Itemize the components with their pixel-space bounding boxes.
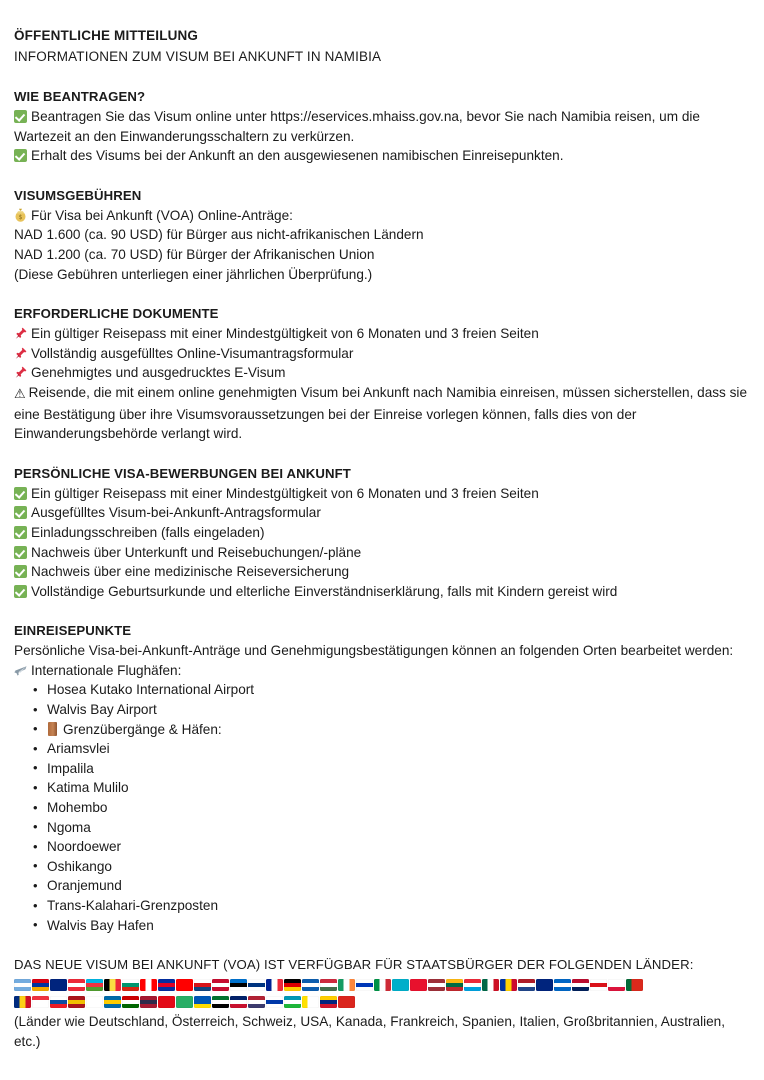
- country-flag-icon: [14, 996, 31, 1008]
- country-flag-icon: [446, 979, 463, 991]
- country-flag-icon: [104, 979, 121, 991]
- country-flag-icon: [320, 996, 337, 1008]
- list-item: • Noordoewer: [14, 837, 750, 857]
- country-flag-icon: [302, 996, 319, 1008]
- country-flag-icon: [482, 979, 499, 991]
- country-flag-icon: [248, 996, 265, 1008]
- in-person-item: [14, 484, 750, 504]
- door-icon: [48, 722, 57, 736]
- country-flag-icon: [374, 979, 391, 991]
- country-flag-icon: [284, 979, 301, 991]
- section-visa-fees: [14, 186, 750, 284]
- check-icon: [14, 565, 27, 578]
- in-person-item: [14, 562, 750, 582]
- in-person-item: [14, 503, 750, 523]
- country-flag-icon: [104, 996, 121, 1008]
- country-flag-icon: [50, 979, 67, 991]
- in-person-item: [14, 582, 750, 602]
- country-flag-icon: [194, 979, 211, 991]
- money-bag-icon: [14, 208, 27, 222]
- country-flag-icon: [356, 979, 373, 991]
- list-item: • Walvis Bay Hafen: [14, 916, 750, 936]
- page-title: ÖFFENTLICHE MITTEILUNG: [14, 28, 199, 43]
- in-person-item-text: Einladungsschreiben (falls eingeladen): [31, 524, 265, 540]
- section-eligible-countries: [14, 955, 750, 1051]
- visa-fee-line: NAD 1.600 (ca. 90 USD) für Bürger aus nicht-afrikanischen Ländern: [14, 227, 424, 243]
- country-flag-icon: [572, 979, 589, 991]
- country-flag-icon: [140, 996, 157, 1008]
- list-item: • Katima Mulilo: [14, 778, 750, 798]
- required-document-text: Vollständig ausgefülltes Online-Visumantragsformular: [31, 345, 354, 361]
- country-flag-icon: [626, 979, 643, 991]
- list-item: • Impalila: [14, 759, 750, 779]
- flag-row: [14, 977, 750, 992]
- check-icon: [14, 526, 27, 539]
- in-person-item-text: Ein gültiger Reisepass mit einer Mindestgültigkeit von 6 Monaten und 3 freien Seiten: [31, 485, 539, 501]
- how-to-apply-heading: WIE BEANTRAGEN?: [14, 89, 146, 104]
- section-how-to-apply: [14, 87, 750, 166]
- country-flag-icon: [536, 979, 553, 991]
- visa-fee-line: NAD 1.200 (ca. 70 USD) für Bürger der Afrikanischen Union: [14, 246, 375, 262]
- border-label-text: Grenzübergänge & Häfen:: [63, 721, 222, 737]
- in-person-item: [14, 543, 750, 563]
- entry-points-heading: EINREISEPUNKTE: [14, 623, 132, 639]
- section-required-documents: [14, 304, 750, 444]
- required-documents-warning-text: Reisende, die mit einem online genehmigten Visum bei Ankunft nach Namibia einreisen, müssen sicherstellen, dass sie eine Bestätigung über ihre Visumsvoraussetzungen bei der Einreise vorlegen können, falls dies von der Einwanderungsbehörde verlangt wird.: [14, 384, 748, 442]
- in-person-item-text: Nachweis über eine medizinische Reiseversicherung: [31, 564, 350, 580]
- section-in-person-applications: [14, 464, 750, 602]
- how-to-apply-item-text: Erhalt des Visums bei der Ankunft an den ausgewiesenen namibischen Einreisepunkten.: [31, 148, 564, 164]
- country-flag-icon: [428, 979, 445, 991]
- in-person-item-text: Ausgefülltes Visum-bei-Ankunft-Antragsformular: [31, 505, 321, 521]
- check-icon: [14, 149, 27, 162]
- country-flag-icon: [68, 979, 85, 991]
- country-flag-icon: [176, 996, 193, 1008]
- country-flag-icon: [32, 996, 49, 1008]
- country-flag-icon: [122, 979, 139, 991]
- country-flag-icon: [248, 979, 265, 991]
- page-subtitle: INFORMATIONEN ZUM VISUM BEI ANKUNFT IN NAMIBIA: [14, 49, 382, 64]
- list-item: • Ngoma: [14, 818, 750, 838]
- warning-icon: ⚠: [14, 386, 26, 402]
- country-flag-icon: [608, 979, 625, 991]
- country-flag-icon: [176, 979, 193, 991]
- section-entry-points: [14, 621, 750, 935]
- list-item: • Walvis Bay Airport: [14, 700, 750, 720]
- check-icon: [14, 585, 27, 598]
- country-flag-icon: [230, 996, 247, 1008]
- country-flag-icon: [320, 979, 337, 991]
- country-flag-icon: [284, 996, 301, 1008]
- country-flag-icon: [464, 979, 481, 991]
- country-flag-icon: [122, 996, 139, 1008]
- list-item: • Oranjemund: [14, 876, 750, 896]
- eligible-countries-heading: DAS NEUE VISUM BEI ANKUNFT (VOA) IST VERFÜGBAR FÜR STAATSBÜRGER DER FOLGENDEN LÄNDER:: [14, 957, 694, 973]
- country-flag-icon: [212, 979, 229, 991]
- country-flag-icon: [410, 979, 427, 991]
- in-person-item-text: Vollständige Geburtsurkunde und elterliche Einverständniserklärung, falls mit Kindern gereist wird: [31, 583, 618, 599]
- how-to-apply-item: [14, 146, 750, 166]
- check-icon: [14, 110, 27, 123]
- country-flag-icon: [554, 979, 571, 991]
- pushpin-icon: [14, 326, 28, 340]
- country-flag-icon: [338, 979, 355, 991]
- airports-label-text: Internationale Flughäfen:: [31, 662, 182, 678]
- in-person-item: [14, 523, 750, 543]
- list-item: • Ariamsvlei: [14, 739, 750, 759]
- in-person-item-text: Nachweis über Unterkunft und Reisebuchungen/-pläne: [31, 544, 362, 560]
- entry-points-intro: Persönliche Visa-bei-Ankunft-Anträge und Genehmigungsbestätigungen können an folgenden Orten bearbeitet werden:: [14, 643, 734, 659]
- pushpin-icon: [14, 346, 28, 360]
- list-item: • Mohembo: [14, 798, 750, 818]
- title-block: [14, 26, 750, 67]
- list-item-border-label: [14, 720, 750, 740]
- visa-fees-intro: [14, 206, 750, 226]
- check-icon: [14, 487, 27, 500]
- country-flag-icon: [590, 979, 607, 991]
- visa-fees-intro-text: Für Visa bei Ankunft (VOA) Online-Anträge:: [31, 207, 293, 223]
- required-document-text: Genehmigtes und ausgedrucktes E-Visum: [31, 365, 286, 381]
- country-flag-icon: [194, 996, 211, 1008]
- required-documents-heading: ERFORDERLICHE DOKUMENTE: [14, 306, 219, 322]
- list-item: • Trans-Kalahari-Grenzposten: [14, 896, 750, 916]
- required-document-text: Ein gültiger Reisepass mit einer Mindestgültigkeit von 6 Monaten und 3 freien Seiten: [31, 326, 539, 342]
- airports-label: [14, 661, 750, 681]
- country-flag-icon: [32, 979, 49, 991]
- country-flag-icon: [302, 979, 319, 991]
- country-flag-icon: [86, 979, 103, 991]
- check-icon: [14, 546, 27, 559]
- country-flag-grid: [14, 977, 750, 1009]
- airplane-icon: [14, 663, 28, 677]
- required-document-item: [14, 344, 750, 364]
- how-to-apply-item: [14, 107, 750, 146]
- country-flag-icon: [14, 979, 31, 991]
- svg-text:$: $: [18, 213, 23, 221]
- flag-row: [14, 994, 750, 1009]
- check-icon: [14, 506, 27, 519]
- country-flag-icon: [266, 996, 283, 1008]
- required-document-item: [14, 324, 750, 344]
- country-flag-icon: [158, 996, 175, 1008]
- country-flag-icon: [140, 979, 157, 991]
- country-flag-icon: [518, 979, 535, 991]
- required-documents-warning: [14, 383, 750, 444]
- eligible-countries-note: (Länder wie Deutschland, Österreich, Schweiz, USA, Kanada, Frankreich, Spanien, Italien, Großbritannien, Australien, etc.): [14, 1014, 726, 1049]
- country-flag-icon: [230, 979, 247, 991]
- country-flag-icon: [500, 979, 517, 991]
- entry-points-list: [14, 680, 750, 935]
- country-flag-icon: [338, 996, 355, 1008]
- country-flag-icon: [158, 979, 175, 991]
- country-flag-icon: [68, 996, 85, 1008]
- country-flag-icon: [392, 979, 409, 991]
- pushpin-icon: [14, 365, 28, 379]
- list-item: • Oshikango: [14, 857, 750, 877]
- visa-fees-heading: VISUMSGEBÜHREN: [14, 187, 142, 203]
- list-item: • Hosea Kutako International Airport: [14, 680, 750, 700]
- country-flag-icon: [266, 979, 283, 991]
- country-flag-icon: [86, 996, 103, 1008]
- country-flag-icon: [50, 996, 67, 1008]
- how-to-apply-item-text: Beantragen Sie das Visum online unter https://eservices.mhaiss.gov.na, bevor Sie nach Namibia reisen, um die Wartezeit an den Einwanderungsschaltern zu verkürzen.: [14, 109, 700, 144]
- country-flag-icon: [212, 996, 229, 1008]
- required-document-item: [14, 363, 750, 383]
- visa-fee-note: (Diese Gebühren unterliegen einer jährlichen Überprüfung.): [14, 266, 373, 282]
- in-person-heading: PERSÖNLICHE VISA-BEWERBUNGEN BEI ANKUNFT: [14, 465, 351, 481]
